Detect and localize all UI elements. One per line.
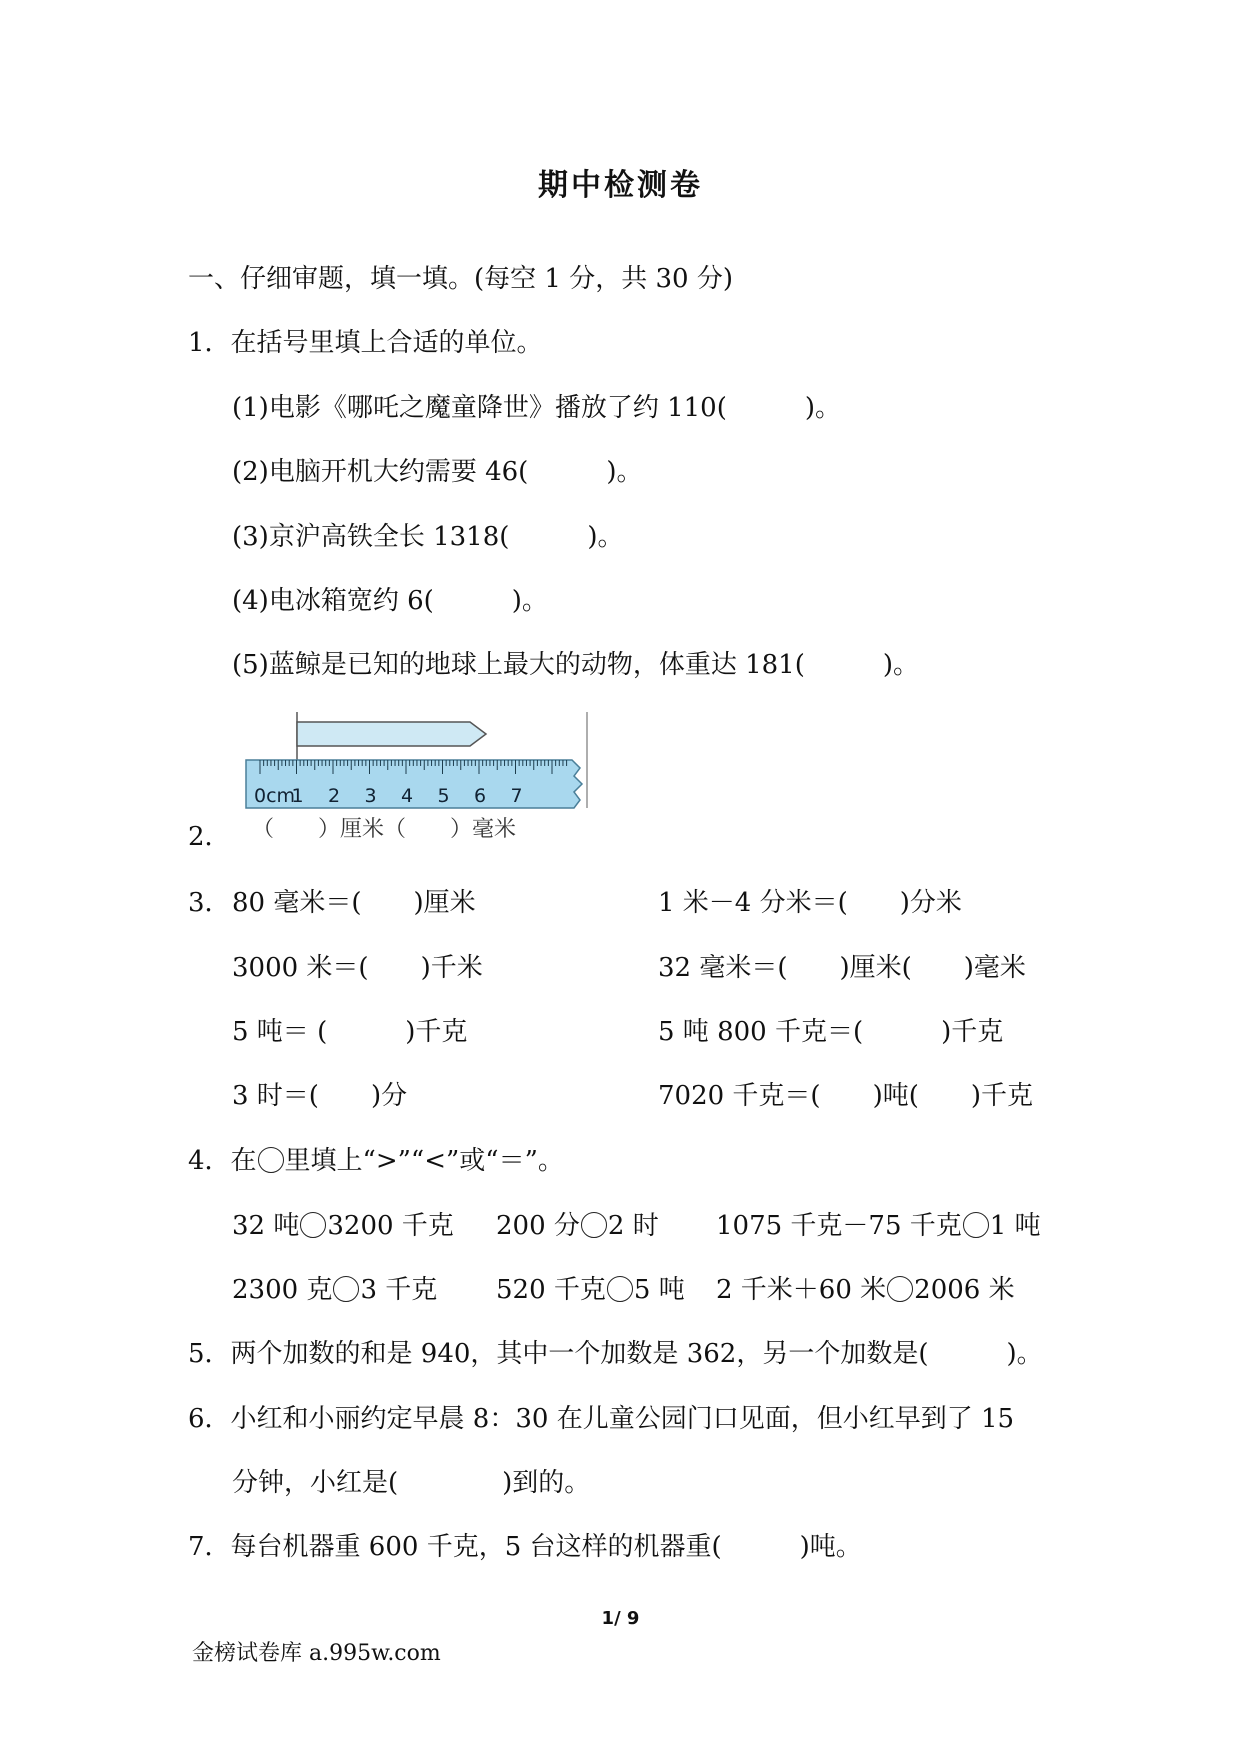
question-1-stem: 1．在括号里填上合适的单位。	[188, 328, 543, 358]
question-7: 7．每台机器重 600 千克，5 台这样的机器重( )吨。	[188, 1532, 862, 1562]
pencil-shape	[297, 722, 486, 746]
page-title: 期中检测卷	[538, 168, 703, 203]
q4-right: 2 时	[607, 1211, 659, 1241]
ruler-tick-label: 3	[364, 785, 377, 807]
q4-stem-end: 里填上“>”“<”或“＝”。	[284, 1146, 564, 1176]
question-5: 5．两个加数的和是 940，其中一个加数是 362，另一个加数是( )。	[188, 1339, 1043, 1369]
q3-cell: 80 毫米＝( )厘米	[232, 888, 476, 918]
question-1-item-2: (2)电脑开机大约需要 46( )。	[232, 457, 643, 487]
q4-left: 1075 千克－75 千克	[716, 1211, 962, 1241]
ruler-illustration	[240, 712, 600, 827]
compare-circle[interactable]	[887, 1276, 913, 1302]
question-1-item-3: (3)京沪高铁全长 1318( )。	[232, 522, 624, 552]
compare-circle[interactable]	[963, 1212, 989, 1238]
question-6-line-2: 分钟，小红是( )到的。	[232, 1468, 591, 1498]
page-number: 1/ 9	[601, 1608, 640, 1629]
question-1-item-5: (5)蓝鲸是已知的地球上最大的动物，体重达 181( )。	[232, 650, 920, 680]
question-1-item-1: (1)电影《哪吒之魔童降世》播放了约 110( )。	[232, 393, 842, 423]
question-1-item-4: (4)电冰箱宽约 6( )。	[232, 586, 548, 616]
compare-circle[interactable]	[300, 1212, 326, 1238]
ruler-answer-caption: （ ）厘米（ ）毫米	[252, 817, 517, 842]
q4-left: 2 千米＋60 米	[716, 1275, 887, 1305]
q3-cell: 5 吨 800 千克＝( )千克	[658, 1017, 1004, 1047]
q4-left: 520 千克	[496, 1275, 606, 1305]
ruler-tick-label: 2	[328, 785, 341, 807]
q4-item	[232, 1273, 437, 1307]
q4-item	[716, 1273, 1015, 1307]
q4-right: 3200 千克	[327, 1211, 454, 1241]
ruler-tick-label: 7	[510, 785, 523, 807]
question-2-number: 2．	[188, 822, 231, 852]
q3-cell: 1 米－4 分米＝( )分米	[658, 888, 962, 918]
q3-cell: 32 毫米＝( )厘米( )毫米	[658, 953, 1026, 983]
q4-stem-start: 4．在	[188, 1146, 257, 1176]
ruler-tick-label: 6	[474, 785, 487, 807]
q4-item	[716, 1209, 1041, 1243]
compare-circle[interactable]	[581, 1212, 607, 1238]
q4-left: 200 分	[496, 1211, 580, 1241]
ruler-unit-label: 0cm	[254, 785, 296, 807]
q4-left: 2300 克	[232, 1275, 333, 1305]
q3-cell: 3000 米＝( )千米	[232, 953, 483, 983]
q3-cell: 7020 千克＝( )吨( )千克	[658, 1081, 1034, 1111]
q4-item	[496, 1273, 685, 1307]
compare-circle[interactable]	[333, 1276, 359, 1302]
section-heading: 一、仔细审题，填一填。(每空 1 分，共 30 分)	[188, 264, 733, 294]
ruler-tick-label: 1	[291, 785, 304, 807]
question-6-line-1: 6．小红和小丽约定早晨 8：30 在儿童公园门口见面，但小红早到了 15	[188, 1404, 1015, 1434]
compare-circle[interactable]	[607, 1276, 633, 1302]
q4-item	[496, 1209, 659, 1243]
q4-left: 32 吨	[232, 1211, 300, 1241]
question-3-number: 3．	[188, 888, 231, 918]
ruler-tick-label: 4	[401, 785, 414, 807]
q4-right: 3 千克	[360, 1275, 438, 1305]
footer-site: 金榜试卷库 a.995w.com	[192, 1641, 441, 1666]
q4-item	[232, 1209, 454, 1243]
ruler-tick-label: 5	[437, 785, 450, 807]
question-4-stem	[188, 1144, 564, 1178]
q4-right: 2006 米	[914, 1275, 1015, 1305]
ruler-figure	[240, 712, 600, 827]
q3-cell: 3 时＝( )分	[232, 1081, 408, 1111]
compare-circle	[258, 1147, 284, 1173]
q4-right: 5 吨	[633, 1275, 685, 1305]
q3-cell: 5 吨＝ ( )千克	[232, 1017, 468, 1047]
q4-right: 1 吨	[989, 1211, 1041, 1241]
